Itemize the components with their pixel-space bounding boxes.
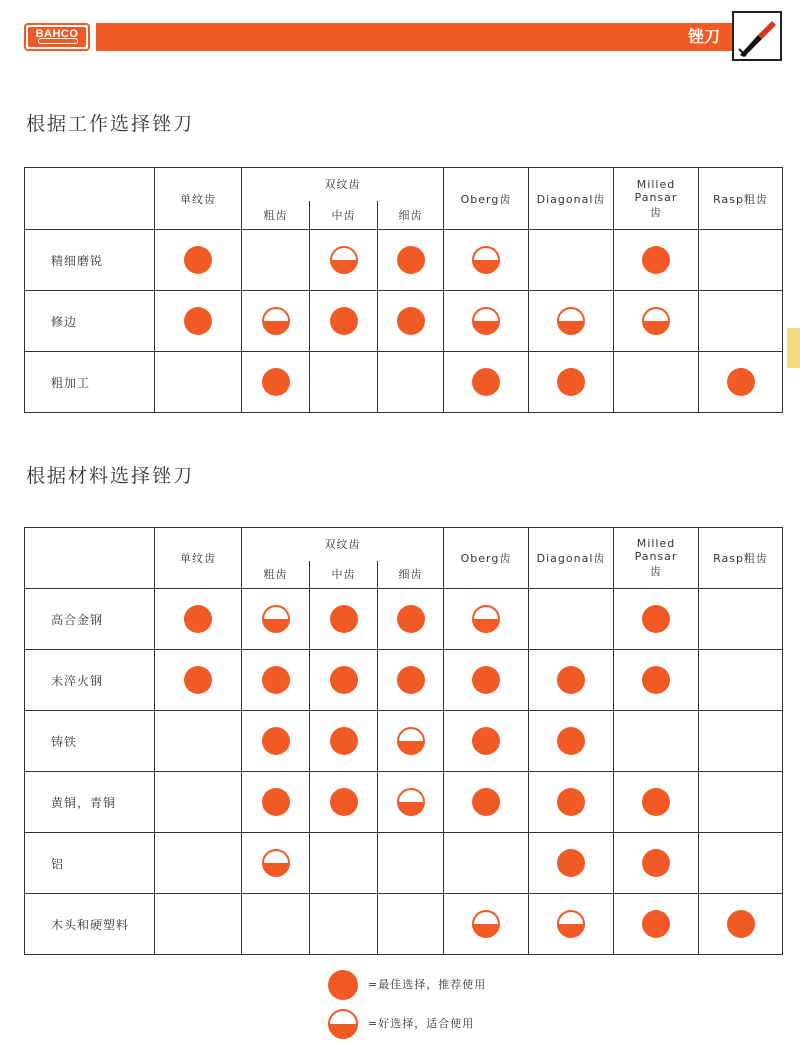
full-circle-icon [330,307,358,335]
rating-cell [155,352,242,413]
rating-cell [378,352,444,413]
rating-cell [614,772,699,833]
header-fine: 细齿 [378,201,444,230]
full-circle-icon [642,910,670,938]
row-label: 高合金钢 [25,589,155,650]
half-circle-icon [262,605,290,633]
rating-cell [310,589,378,650]
rating-cell [699,894,783,955]
rating-cell [699,589,783,650]
full-circle-icon [642,246,670,274]
header-rasp: Rasp粗齿 [699,168,783,230]
header-milled-pansar [614,168,699,230]
header-bar [96,23,732,51]
half-circle-icon [472,910,500,938]
rating-cell [155,833,242,894]
rating-cell [699,833,783,894]
full-circle-icon [184,307,212,335]
corner-cell [25,168,155,230]
rating-cell [155,291,242,352]
row-label: 铸铁 [25,711,155,772]
rating-cell [310,650,378,711]
legend-good [328,1009,475,1039]
header-oberg: Oberg齿 [444,528,529,589]
full-circle-icon [642,666,670,694]
half-circle-icon [557,307,585,335]
full-circle-icon [727,910,755,938]
header-coarse: 粗齿 [242,561,310,589]
file-tool-icon [732,11,782,61]
corner-cell [25,528,155,589]
header-medium: 中齿 [310,561,378,589]
rating-cell [242,650,310,711]
row-label: 黄铜，青铜 [25,772,155,833]
rating-cell [310,352,378,413]
rating-cell [529,711,614,772]
rating-cell [699,772,783,833]
rating-cell [444,772,529,833]
half-circle-icon [330,246,358,274]
rating-cell [444,711,529,772]
rating-cell [310,291,378,352]
rating-cell [155,772,242,833]
half-circle-icon [472,307,500,335]
rating-cell [242,772,310,833]
header-milled-line2: Pansar [634,190,678,204]
half-circle-icon [262,849,290,877]
full-circle-icon [557,666,585,694]
full-circle-icon [397,307,425,335]
table-row [25,772,783,833]
header-medium: 中齿 [310,201,378,230]
rating-cell [155,230,242,291]
rating-cell [242,230,310,291]
full-circle-icon [557,727,585,755]
full-circle-icon [262,666,290,694]
half-circle-icon [472,605,500,633]
table-row [25,711,783,772]
table-row [25,291,783,352]
rating-cell [155,894,242,955]
row-label: 精细磨锐 [25,230,155,291]
rating-cell [444,352,529,413]
rating-cell [529,833,614,894]
legend-best-text: =最佳选择，推荐使用 [368,978,487,991]
full-circle-icon [642,605,670,633]
rating-cell [699,650,783,711]
rating-cell [529,894,614,955]
rating-cell [155,650,242,711]
rating-cell [242,833,310,894]
full-circle-icon [472,666,500,694]
full-circle-icon [472,727,500,755]
rating-cell [699,230,783,291]
half-circle-icon [642,307,670,335]
header-double-cut: 双纹齿 [242,528,444,561]
full-circle-icon [184,605,212,633]
rating-cell [529,589,614,650]
header-single-cut: 单纹齿 [155,168,242,230]
rating-cell [378,711,444,772]
rating-cell [155,711,242,772]
table-row [25,352,783,413]
row-label: 铝 [25,833,155,894]
table-row [25,833,783,894]
header-milled-line3: 齿 [650,565,663,578]
rating-cell [242,711,310,772]
rating-cell [444,291,529,352]
rating-cell [378,589,444,650]
legend-half-circle-icon [328,1009,358,1039]
rating-cell [444,589,529,650]
page-header-title: 锉刀 [687,27,720,46]
rating-cell [242,589,310,650]
rating-cell [444,833,529,894]
full-circle-icon [557,849,585,877]
header-coarse: 粗齿 [242,201,310,230]
full-circle-icon [397,246,425,274]
rating-cell [242,291,310,352]
header-rasp: Rasp粗齿 [699,528,783,589]
rating-cell [614,291,699,352]
rating-cell [614,711,699,772]
row-label: 木头和硬塑料 [25,894,155,955]
full-circle-icon [557,788,585,816]
rating-cell [155,589,242,650]
legend-good-text: =好选择，适合使用 [368,1017,475,1030]
bahco-logo [24,23,90,51]
rating-cell [614,589,699,650]
row-label: 修边 [25,291,155,352]
section-title-by-work: 根据工作选择锉刀 [26,113,195,135]
legend-best [328,970,487,1000]
half-circle-icon [397,788,425,816]
table-row [25,230,783,291]
rating-cell [699,352,783,413]
full-circle-icon [184,666,212,694]
full-circle-icon [330,727,358,755]
header-milled-line1: Milled [636,537,676,550]
rating-cell [614,894,699,955]
side-tab-marker [787,328,800,368]
half-circle-icon [397,727,425,755]
rating-cell [378,772,444,833]
full-circle-icon [330,605,358,633]
rating-cell [378,650,444,711]
header-single-cut: 单纹齿 [155,528,242,589]
header-milled-line2: Pansar [634,550,678,563]
full-circle-icon [472,788,500,816]
file-by-material-table [24,527,783,955]
table-row [25,589,783,650]
header-milled-line3: 齿 [650,205,663,219]
rating-cell [529,650,614,711]
rating-cell [444,650,529,711]
rating-cell [378,291,444,352]
full-circle-icon [642,849,670,877]
full-circle-icon [472,368,500,396]
rating-cell [614,650,699,711]
rating-cell [614,833,699,894]
rating-cell [614,230,699,291]
header-milled-pansar [614,528,699,589]
rating-cell [310,230,378,291]
rating-cell [529,230,614,291]
rating-cell [614,352,699,413]
table-row [25,650,783,711]
rating-cell [529,352,614,413]
header-fine: 细齿 [378,561,444,589]
rating-cell [378,230,444,291]
full-circle-icon [262,788,290,816]
rating-cell [699,711,783,772]
header-diagonal: Diagonal齿 [529,168,614,230]
section-title-by-material: 根据材料选择锉刀 [26,465,195,487]
rating-cell [310,772,378,833]
half-circle-icon [262,307,290,335]
rating-cell [444,894,529,955]
logo-text: BAHCO [35,28,79,40]
legend-full-circle-icon [328,970,358,1000]
rating-cell [378,894,444,955]
full-circle-icon [397,666,425,694]
header-milled-line1: Milled [636,177,676,191]
rating-cell [310,894,378,955]
full-circle-icon [642,788,670,816]
rating-cell [310,833,378,894]
full-circle-icon [262,727,290,755]
rating-cell [310,711,378,772]
rating-cell [378,833,444,894]
full-circle-icon [557,368,585,396]
file-by-work-table [24,167,783,413]
table-row [25,894,783,955]
full-circle-icon [184,246,212,274]
row-label: 粗加工 [25,352,155,413]
full-circle-icon [727,368,755,396]
full-circle-icon [330,788,358,816]
half-circle-icon [557,910,585,938]
logo-swoosh [38,38,78,44]
half-circle-icon [472,246,500,274]
header-diagonal: Diagonal齿 [529,528,614,589]
row-label: 未淬火钢 [25,650,155,711]
rating-cell [529,772,614,833]
header-oberg: Oberg齿 [444,168,529,230]
rating-cell [242,352,310,413]
rating-cell [242,894,310,955]
rating-cell [529,291,614,352]
header-double-cut: 双纹齿 [242,168,444,201]
full-circle-icon [397,605,425,633]
rating-cell [444,230,529,291]
full-circle-icon [330,666,358,694]
rating-cell [699,291,783,352]
full-circle-icon [262,368,290,396]
